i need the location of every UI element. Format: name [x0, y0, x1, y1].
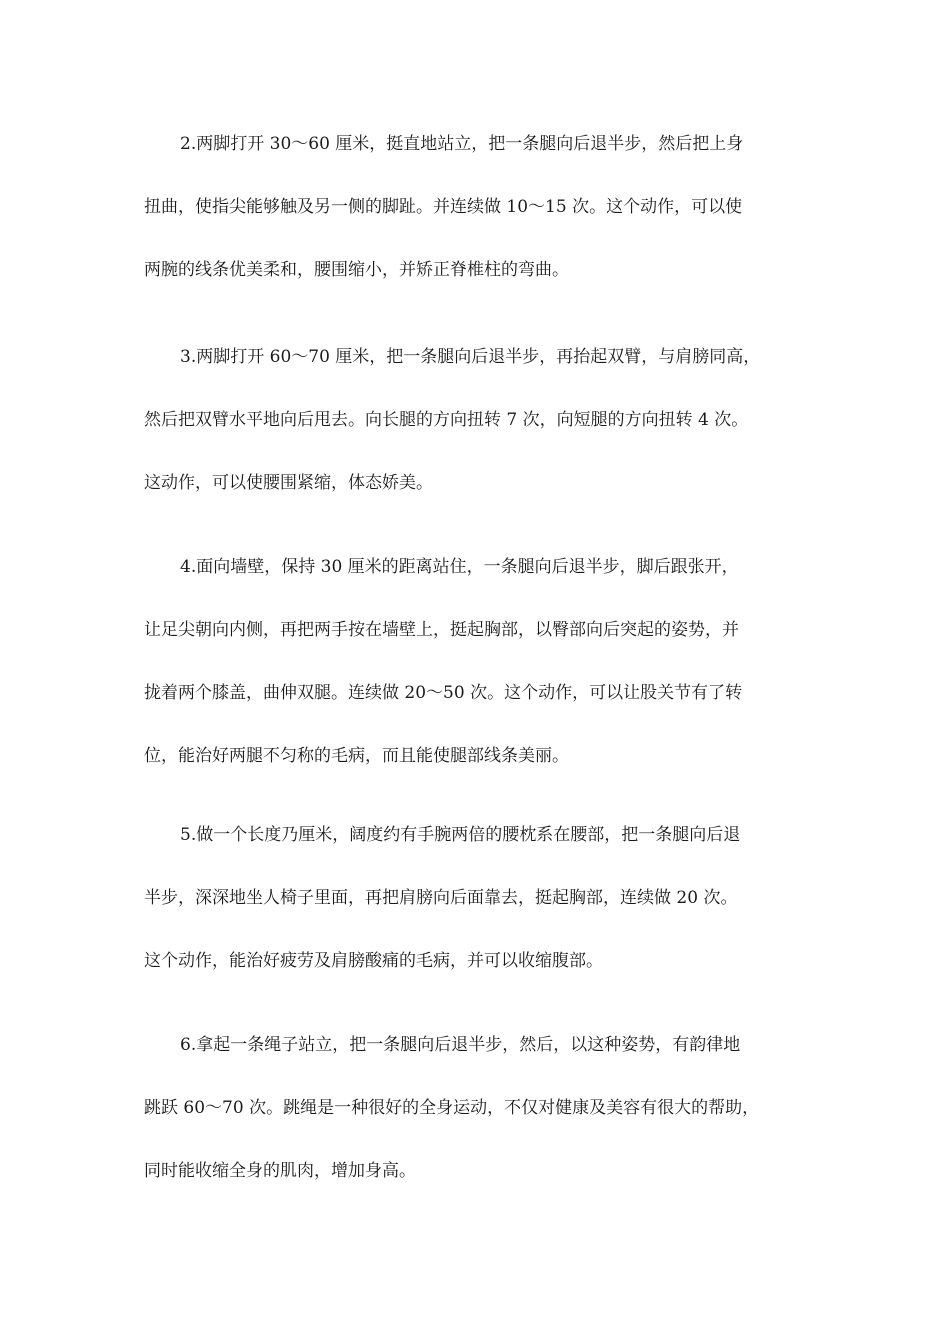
paragraph-step-3 — [144, 347, 816, 536]
paragraph-line: 让足尖朝向内侧，再把两手按在墙壁上，挺起胸部，以臀部向后突起的姿势，并 — [144, 620, 739, 640]
paragraph-line: 两腕的线条优美柔和，腰围缩小，并矫正脊椎柱的弯曲。 — [144, 260, 569, 280]
paragraph-line: 同时能收缩全身的肌肉，增加身高。 — [144, 1161, 416, 1181]
paragraph-step-2 — [144, 134, 816, 323]
paragraph-line: 半步，深深地坐人椅子里面，再把肩膀向后面靠去，挺起胸部，连续做 20 次。 — [144, 888, 738, 908]
paragraph-line: 3.两脚打开 60～70 厘米，把一条腿向后退半步，再抬起双臂，与肩膀同高， — [180, 347, 761, 367]
paragraph-line: 2.两脚打开 30～60 厘米，挺直地站立，把一条腿向后退半步，然后把上身 — [180, 134, 744, 154]
paragraph-line: 跳跃 60～70 次。跳绳是一种很好的全身运动，不仅对健康及美容有很大的帮助， — [144, 1098, 760, 1118]
paragraph-step-5 — [144, 825, 816, 1014]
paragraph-line: 这动作，可以使腰围紧缩，体态娇美。 — [144, 473, 433, 493]
paragraph-line: 扭曲，使指尖能够触及另一侧的脚趾。并连续做 10～15 次。这个动作，可以使 — [144, 197, 743, 217]
paragraph-line: 这个动作，能治好疲劳及肩膀酸痛的毛病，并可以收缩腹部。 — [144, 951, 603, 971]
paragraph-line: 拢着两个膝盖，曲伸双腿。连续做 20～50 次。这个动作，可以让股关节有了转 — [144, 683, 743, 703]
paragraph-line: 6.拿起一条绳子站立，把一条腿向后退半步，然后，以这种姿势，有韵律地 — [180, 1035, 741, 1055]
paragraph-line: 位，能治好两腿不匀称的毛病，而且能使腿部线条美丽。 — [144, 746, 569, 766]
paragraph-step-6 — [144, 1035, 816, 1224]
paragraph-step-4 — [144, 557, 816, 809]
paragraph-line: 4.面向墙壁，保持 30 厘米的距离站住，一条腿向后退半步，脚后跟张开， — [180, 557, 739, 577]
paragraph-line: 然后把双臂水平地向后甩去。向长腿的方向扭转 7 次，向短腿的方向扭转 4 次。 — [144, 410, 749, 430]
paragraph-line: 5.做一个长度乃厘米，阔度约有手腕两倍的腰枕系在腰部，把一条腿向后退 — [180, 825, 741, 845]
